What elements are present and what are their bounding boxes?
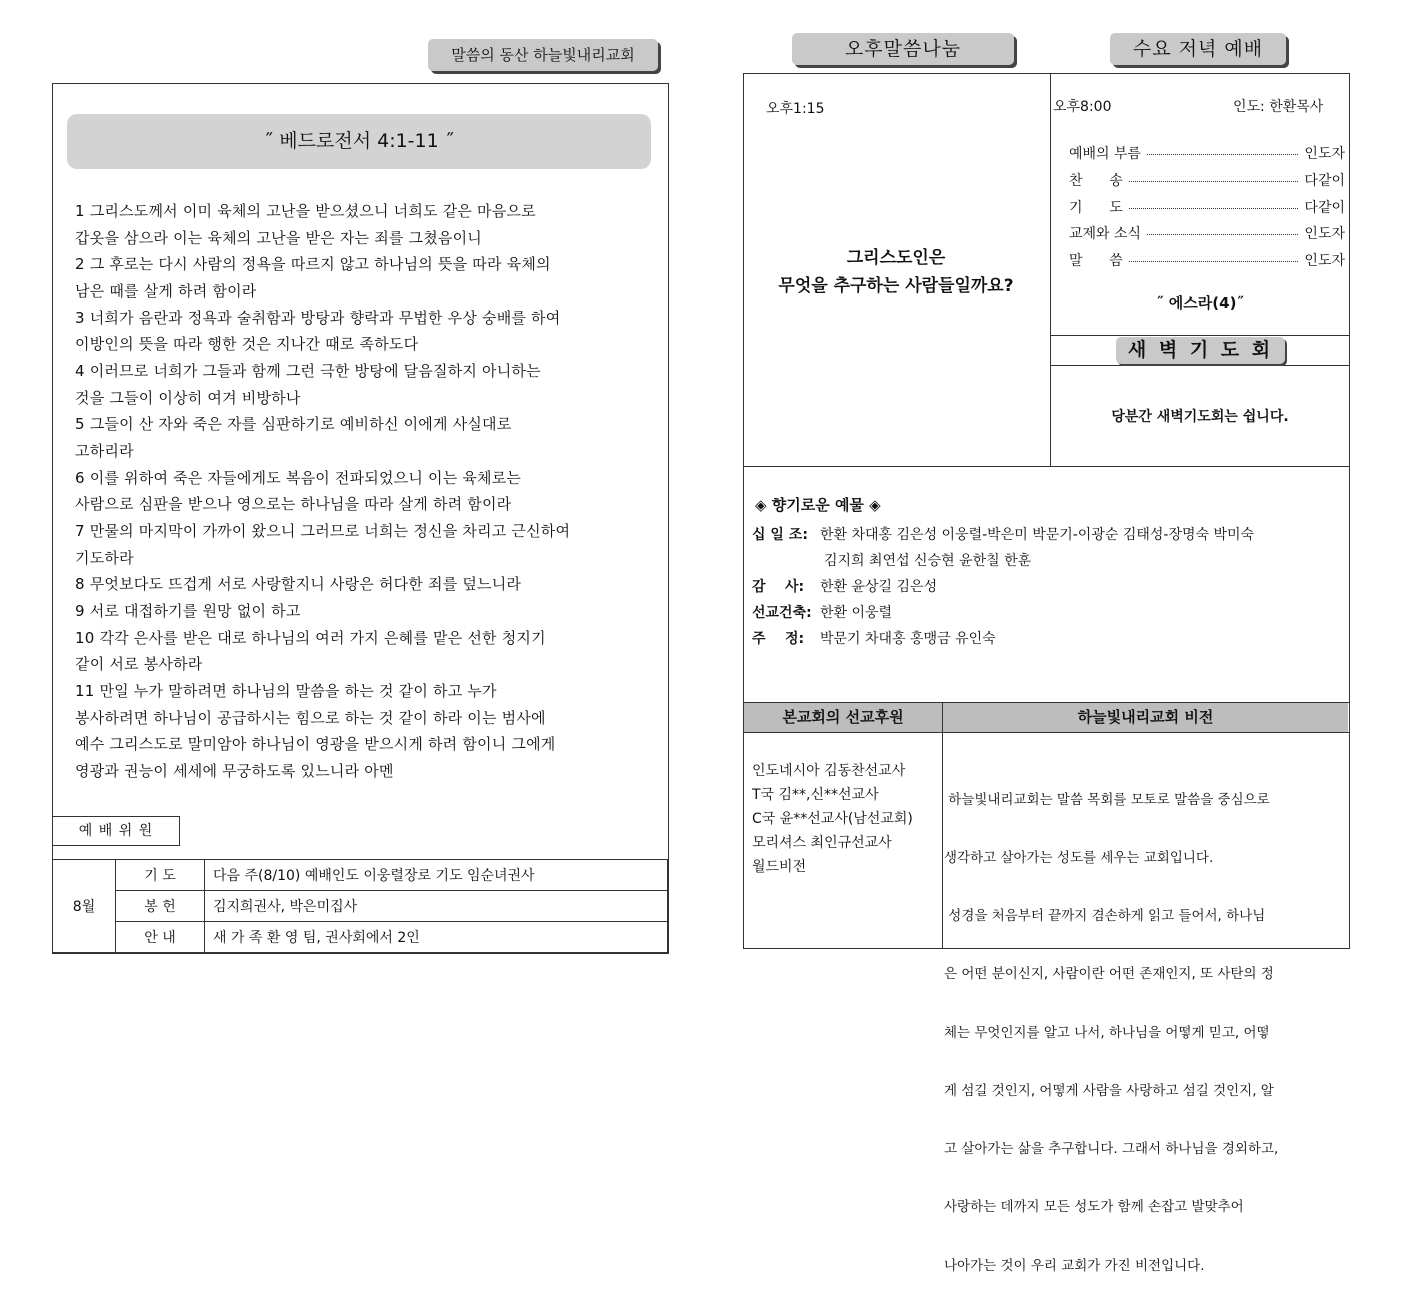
- verse-line: 사람으로 심판을 받으나 영으로는 하나님을 따라 살게 하려 함이라: [75, 495, 512, 513]
- table-row: [53, 891, 668, 922]
- verse-line: 영광과 권능이 세세에 무궁하도록 있느니라 아멘: [75, 762, 394, 780]
- order-value: 다같이: [1304, 173, 1345, 189]
- divider: [743, 732, 1349, 733]
- vision-line: 사랑하는 데까지 모든 성도가 함께 손잡고 발맞추어: [944, 1199, 1244, 1216]
- vision-line: 나아가는 것이 우리 교회가 가진 비전입니다.: [944, 1257, 1205, 1274]
- order-item: [1069, 140, 1345, 166]
- list-item: 인도네시아 김동찬선교사: [752, 763, 906, 779]
- passage-title: [67, 114, 651, 169]
- vision-line: 생각하고 살아가는 성도를 세우는 교회입니다.: [944, 850, 1214, 867]
- servant-role: 봉 헌: [116, 891, 205, 922]
- offering-names: 박문기 차대홍 홍맹금 유인숙: [820, 631, 996, 647]
- verse-line: 10 각각 은사를 받은 대로 하나님의 여러 가지 은혜를 맡은 선한 청지기: [75, 629, 546, 647]
- offering-title: ◈ 향기로운 예물 ◈: [755, 496, 881, 514]
- offering-label: 선교건축:: [752, 605, 812, 621]
- offering-names: 한환 이웅렬: [820, 605, 893, 621]
- order-label: 말 씀: [1069, 253, 1123, 269]
- wednesday-sermon: ˝ 에스라(4)˝: [1156, 294, 1244, 312]
- offering-label: 십 일 조:: [752, 527, 808, 543]
- order-item: [1069, 247, 1345, 273]
- vision-line: 하늘빛내리교회는 말씀 목회를 모토로 말씀을 중심으로: [944, 791, 1270, 808]
- mission-header: [744, 703, 942, 732]
- offering-names: 김지희 최연섭 신승현 윤한칠 한훈: [824, 553, 1032, 569]
- offering-names: 한환 차대홍 김은성 이웅렬-박은미 박문기-이광순 김태성-장명숙 박미숙: [820, 527, 1255, 543]
- offering-row: [752, 524, 1254, 544]
- verse-line: 예수 그리스도로 말미암아 하나님이 영광을 받으시게 하려 함이니 그에게: [75, 735, 556, 753]
- wednesday-time: 오후8:00: [1053, 99, 1112, 115]
- afternoon-header-text: 오후말씀나눔: [844, 38, 962, 60]
- wednesday-header: [1110, 33, 1286, 65]
- dot-leader: [1147, 153, 1298, 155]
- offering-label: 주 정:: [752, 631, 805, 647]
- vision-header-text: 하늘빛내리교회 비전: [1077, 708, 1214, 726]
- order-label: 기 도: [1069, 200, 1123, 216]
- order-value: 인도자: [1304, 226, 1345, 242]
- passage-title-text: ˝ 베드로전서 4:1-11 ˝: [263, 130, 455, 152]
- vision-line: 체는 무엇인지를 알고 나서, 하나님을 어떻게 믿고, 어떻: [944, 1024, 1270, 1041]
- divider: [942, 702, 943, 948]
- verse-line: 11 만일 누가 말하려면 하나님의 말씀을 하는 것 같이 하고 누가: [75, 682, 497, 700]
- verse-line: 5 그들이 산 자와 죽은 자를 심판하기로 예비하신 이에게 사실대로: [75, 415, 512, 433]
- servant-value: 새 가 족 환 영 팀, 권사회에서 2인: [205, 922, 668, 953]
- order-value: 다같이: [1304, 200, 1345, 216]
- verse-line: 7 만물의 마지막이 가까이 왔으니 그러므로 너희는 정신을 차리고 근신하여: [75, 522, 571, 540]
- vision-header: [943, 703, 1348, 732]
- verse-line: 9 서로 대접하기를 원망 없이 하고: [75, 602, 301, 620]
- verse-line: 8 무엇보다도 뜨겁게 서로 사랑할지니 사랑은 허다한 죄를 덮느니라: [75, 575, 522, 593]
- offering-row: [752, 628, 996, 648]
- order-value: 인도자: [1304, 253, 1345, 269]
- mission-list: [752, 759, 913, 879]
- verse-line: 것을 그들이 이상히 여겨 비방하나: [75, 389, 301, 407]
- offering-row: [752, 550, 1031, 570]
- dot-leader: [1129, 180, 1299, 182]
- afternoon-topic-line: 그리스도인은: [846, 248, 946, 268]
- vision-line: 고 살아가는 삶을 추구합니다. 그래서 하나님을 경외하고,: [944, 1141, 1279, 1158]
- table-row: [53, 922, 668, 953]
- vision-line: 성경을 처음부터 끝까지 겸손하게 읽고 들어서, 하나님: [944, 908, 1266, 925]
- order-value: 인도자: [1304, 146, 1345, 162]
- afternoon-topic-line: 무엇을 추구하는 사람들일까요?: [778, 276, 1014, 296]
- verse-line: 6 이를 위하여 죽은 자들에게도 복음이 전파되었으니 이는 육체로는: [75, 469, 522, 487]
- church-label: [428, 39, 658, 71]
- verse-line: 같이 서로 봉사하라: [75, 655, 203, 673]
- vision-text: [944, 752, 1278, 1295]
- dawn-header: [1116, 337, 1285, 364]
- offering-names: 한환 윤상길 김은성: [820, 579, 938, 595]
- verse-line: 이방인의 뜻을 따라 행한 것은 지나간 때로 족하도다: [75, 335, 419, 353]
- verse-line: 봉사하려면 하나님이 공급하시는 힘으로 하는 것 같이 하라 이는 범사에: [75, 709, 546, 727]
- afternoon-header: [792, 33, 1014, 65]
- dot-leader: [1147, 233, 1298, 235]
- afternoon-topic: [746, 244, 1046, 300]
- offering-row: [752, 602, 892, 622]
- order-item: [1069, 194, 1345, 220]
- verse-line: 2 그 후로는 다시 사람의 정욕을 따르지 않고 하나님의 뜻을 따라 육체의: [75, 255, 551, 273]
- divider: [1050, 365, 1349, 366]
- divider: [1050, 335, 1349, 336]
- church-label-text: 말씀의 동산 하늘빛내리교회: [451, 46, 635, 64]
- afternoon-time: 오후1:15: [766, 101, 825, 117]
- wednesday-header-text: 수요 저녁 예배: [1132, 38, 1264, 60]
- offering-label: 감 사:: [752, 579, 805, 595]
- order-label: 찬 송: [1069, 173, 1123, 189]
- list-item: 월드비전: [752, 859, 807, 875]
- divider: [743, 466, 1349, 467]
- verse-line: 고하리라: [75, 442, 134, 460]
- dot-leader: [1129, 207, 1299, 209]
- verse-line: 3 너희가 음란과 정욕과 술취함과 방탕과 향락과 무법한 우상 숭배를 하여: [75, 309, 561, 327]
- dot-leader: [1129, 260, 1299, 262]
- mission-header-text: 본교회의 선교후원: [782, 708, 904, 726]
- servant-role: 안 내: [116, 922, 205, 953]
- verse-line: 남은 때를 살게 하려 함이라: [75, 282, 257, 300]
- servant-role: 기 도: [116, 860, 205, 891]
- servant-value: 다음 주(8/10) 예배인도 이웅렬장로 기도 임순녀권사: [205, 860, 668, 891]
- list-item: 모리셔스 최인규선교사: [752, 835, 892, 851]
- servant-value: 김지희권사, 박은미집사: [205, 891, 668, 922]
- servants-label-text: 예 배 위 원: [78, 823, 154, 839]
- offering-row: [752, 576, 937, 596]
- verse-line: 기도하라: [75, 549, 134, 567]
- list-item: C국 윤**선교사(남선교회): [752, 811, 913, 827]
- order-item: [1069, 167, 1345, 193]
- vision-line: 은 어떤 분이신지, 사람이란 어떤 존재인지, 또 사탄의 정: [944, 966, 1274, 983]
- servants-table: [52, 859, 668, 953]
- vision-line: 게 섬길 것인지, 어떻게 사람을 사랑하고 섬길 것인지, 알: [944, 1082, 1274, 1099]
- servants-month: 8월: [53, 860, 116, 953]
- verse-line: 갑옷을 삼으라 이는 육체의 고난을 받은 자는 죄를 그쳤음이니: [75, 229, 482, 247]
- wednesday-leader: 인도: 한환목사: [1233, 99, 1324, 115]
- order-label: 예배의 부름: [1069, 146, 1142, 162]
- order-item: [1069, 220, 1345, 246]
- servants-label: [52, 816, 180, 846]
- verse-line: 4 이러므로 너희가 그들과 함께 그런 극한 방탕에 달음질하지 아니하는: [75, 362, 541, 380]
- verse-line: 1 그리스도께서 이미 육체의 고난을 받으셨으니 너희도 같은 마음으로: [75, 202, 536, 220]
- order-label: 교제와 소식: [1069, 226, 1142, 242]
- dawn-notice: 당분간 새벽기도회는 쉽니다.: [1111, 409, 1289, 425]
- dawn-header-text: 새 벽 기 도 회: [1127, 339, 1274, 361]
- table-row: [53, 860, 668, 891]
- list-item: T국 김**,신**선교사: [752, 787, 879, 803]
